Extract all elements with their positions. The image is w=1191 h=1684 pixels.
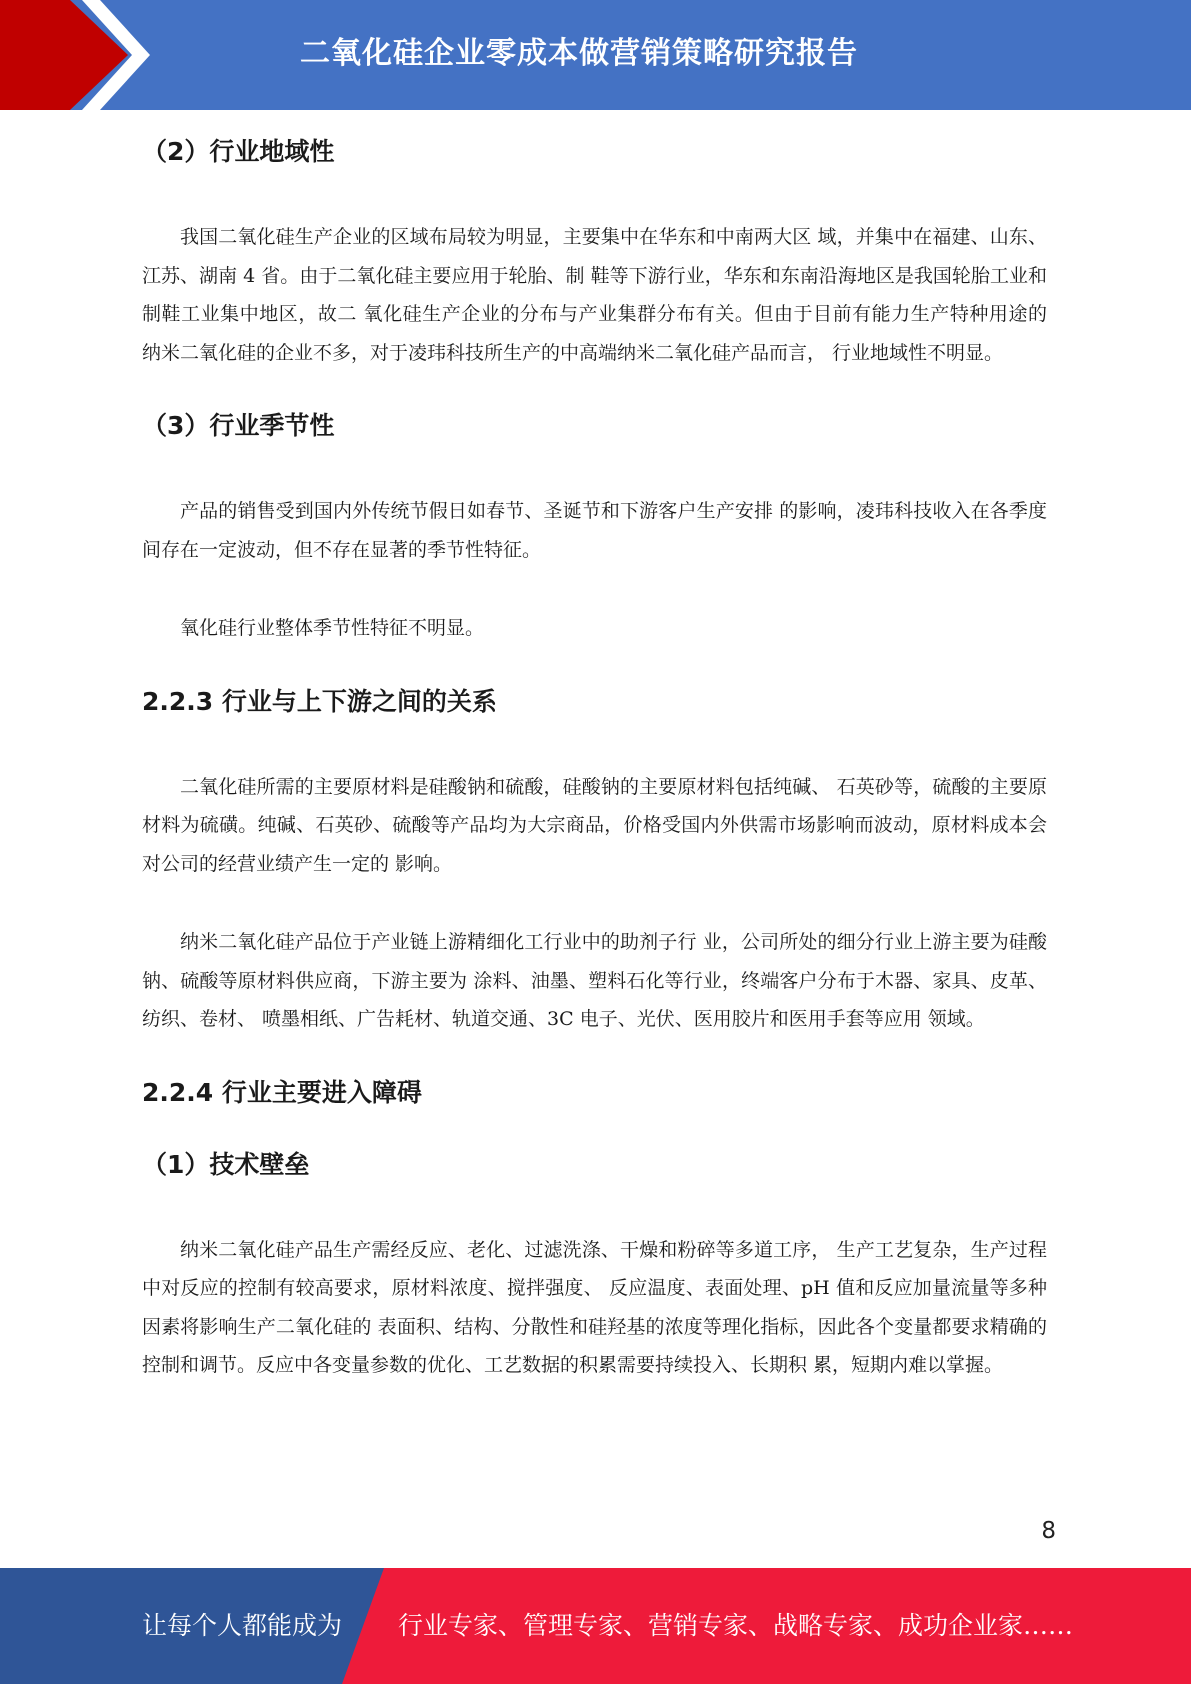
section-heading-upstream-downstream: 2.2.3 行业与上下游之间的关系 bbox=[142, 686, 497, 716]
page-header bbox=[0, 0, 1191, 110]
page-number: 8 bbox=[1041, 1518, 1056, 1544]
paragraph-seasonal-2: 氧化硅行业整体季节性特征不明显。 bbox=[180, 617, 485, 639]
paragraph-regional: 我国二氧化硅生产企业的区域布局较为明显，主要集中在华东和中南两大区 域，并集中在福建、山东、江苏、湖南 4 省。由于二氧化硅主要应用于轮胎、制 鞋等下游行业，华东和东南沿海地区是我国轮胎工业和制鞋工业集中地区，故二 氧化硅生产企业的分布与产业集群分布有关。但由于目前有能力生产特种用途的 纳米二氧化硅的企业不多，对于凌玮科技所生产的中高端纳米二氧化硅产品而言， 行业地域性不明显。 bbox=[142, 226, 1047, 364]
paragraph-seasonal-1: 产品的销售受到国内外传统节假日如春节、圣诞节和下游客户生产安排 的影响，凌玮科技收入在各季度间存在一定波动，但不存在显著的季节性特征。 bbox=[142, 500, 1047, 561]
section-heading-entry-barriers: 2.2.4 行业主要进入障碍 bbox=[142, 1077, 422, 1107]
report-title: 二氧化硅企业零成本做营销策略研究报告 bbox=[300, 36, 858, 71]
paragraph-tech-barrier: 纳米二氧化硅产品生产需经反应、老化、过滤洗涤、干燥和粉碎等多道工序， 生产工艺复杂，生产过程中对反应的控制有较高要求，原材料浓度、搅拌强度、 反应温度、表面处理、pH 值和反应加量流量等多种因素将影响生产二氧化硅的 表面积、结构、分散性和硅羟基的浓度等理化指标，因此各个变量都要求精确的 控制和调节。反应中各变量参数的优化、工艺数据的积累需要持续投入、长期积 累，短期内难以掌握。 bbox=[142, 1238, 1047, 1376]
main-content bbox=[142, 122, 1047, 1385]
paragraph-upstream-1: 二氧化硅所需的主要原材料是硅酸钠和硫酸，硅酸钠的主要原材料包括纯碱、 石英砂等，硫酸的主要原材料为硫磺。纯碱、石英砂、硫酸等产品均为大宗商品，价格受国内外供需市场影响而波动，原材料成本会对公司的经营业绩产生一定的 影响。 bbox=[142, 775, 1047, 875]
subsection-heading-regional: （2）行业地域性 bbox=[142, 137, 335, 166]
paragraph-upstream-2: 纳米二氧化硅产品位于产业链上游精细化工行业中的助剂子行 业，公司所处的细分行业上游主要为硅酸钠、硫酸等原材料供应商，下游主要为 涂料、油墨、塑料石化等行业，终端客户分布于木器、家具、皮革、纺织、卷材、 喷墨相纸、广告耗材、轨道交通、3C 电子、光伏、医用胶片和医用手套等应用 领域。 bbox=[142, 931, 1047, 1030]
subsection-heading-tech-barrier: （1）技术壁垒 bbox=[142, 1149, 310, 1179]
footer-slogan-left: 让每个人都能成为 bbox=[142, 1611, 343, 1640]
subsection-heading-seasonal: （3）行业季节性 bbox=[142, 411, 335, 440]
footer-slogan-right: 行业专家、管理专家、营销专家、战略专家、成功企业家…… bbox=[398, 1611, 1074, 1640]
page-footer bbox=[0, 1568, 1191, 1684]
